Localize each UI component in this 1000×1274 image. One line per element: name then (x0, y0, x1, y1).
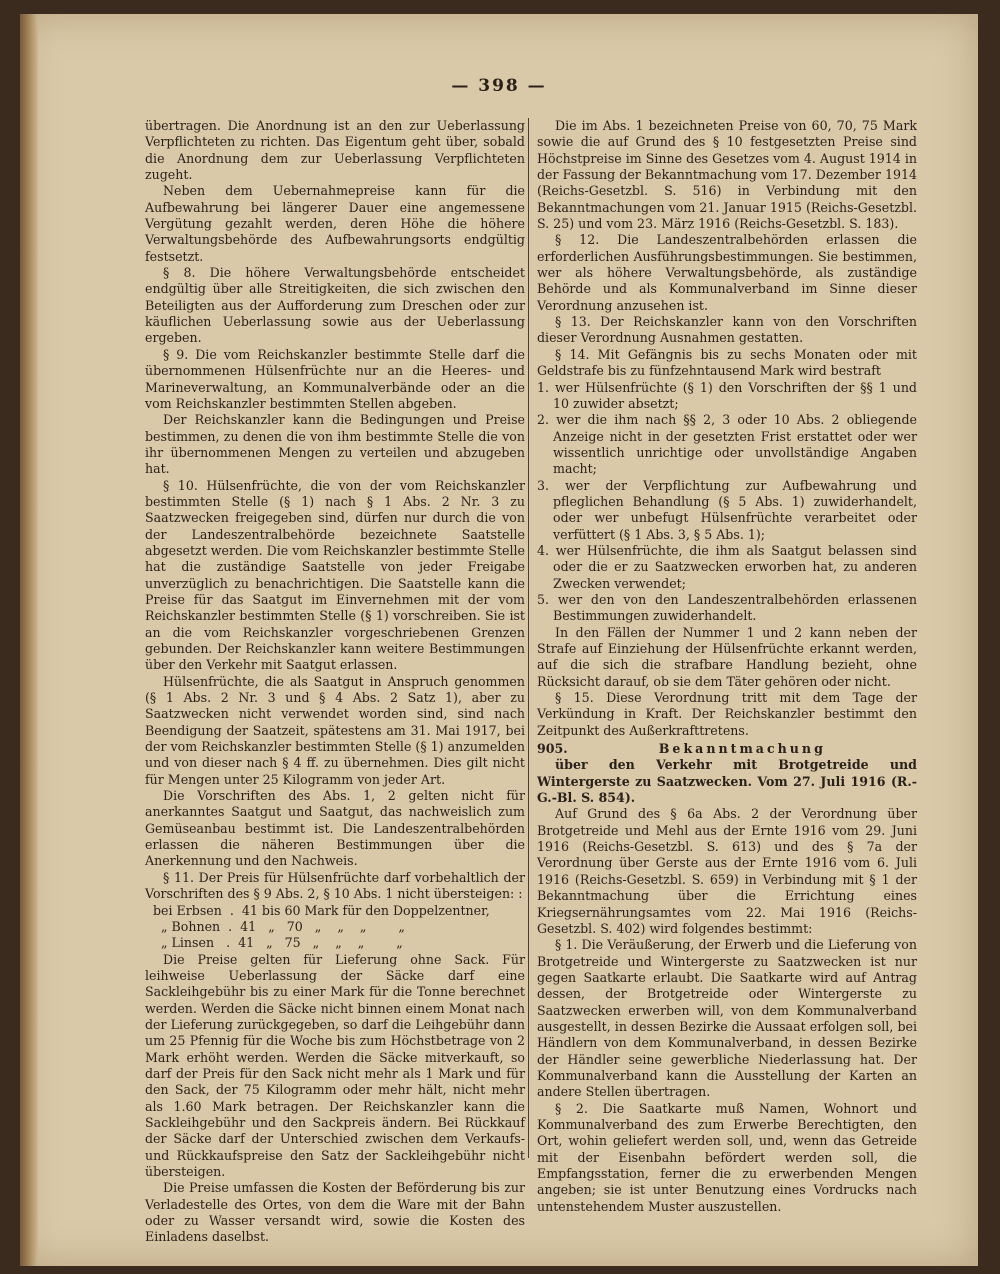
paragraph: Die Preise gelten für Lieferung ohne Sack. Für leihweise Ueberlassung der Säcke darf eine Sackleihgebühr bis zu einer Mark für die Tonne berechnet werden. Werden die Säcke nicht binnen einem Monat nach der Lieferung zurückgegeben, so darf die Leihgebühr dann um 25 Pfennig für die Woche bis zum Höchstbetrage von 2 Mark erhöht werden. Werden die Säcke mitverkauft, so darf der Preis für den Sack nicht mehr als 1 Mark und für den Sack, der 75 Kilogramm oder mehr hält, nicht mehr als 1.60 Mark betragen. Der Reichskanzler kann die Sackleihgebühr und den Sackpreis ändern. Bei Rückkauf der Säcke darf der Unterschied zwischen dem Verkaufs- und Rückkaufspreise den Satz der Sackleihgebühr nicht übersteigen. (145, 951, 525, 1179)
paragraph: Die Vorschriften des Abs. 1, 2 gelten nicht für anerkanntes Saatgut und Saatgut, das nachweislich zum Gemüseanbau bestimmt ist. Die Landeszentralbehörden erlassen die näheren Bestimmungen über die Anerkennung und den Nachweis. (145, 788, 525, 869)
penalty-item: 5. wer den von den Landeszentralbehörden erlassenen Bestimmungen zuwiderhandelt. (537, 591, 917, 624)
paragraph: Neben dem Uebernahmepreise kann für die Aufbewahrung bei längerer Dauer eine angemessene Vergütung gezahlt werden, deren Höhe die höhere Verwaltungsbehörde des Aufbewahrungsorts endgültig festsetzt. (145, 183, 525, 264)
penalty-item: 4. wer Hülsenfrüchte, die ihm als Saatgut belassen sind oder die er zu Saatzwecken erworben hat, zu anderen Zwecken verwendet; (537, 542, 917, 591)
notice-title: Bekanntmachung (658, 741, 826, 757)
paragraph: Der Reichskanzler kann die Bedingungen und Preise bestimmen, zu denen die von ihm bestimmte Stelle die von ihr übernommenen Mengen zu verteilen und abzugeben hat. (145, 412, 525, 477)
penalty-item: 1. wer Hülsenfrüchte (§ 1) den Vorschriften der §§ 1 und 10 zuwider absetzt; (537, 379, 917, 411)
paragraph: § 13. Der Reichskanzler kann von den Vorschriften dieser Verordnung Ausnahmen gestatten. (537, 314, 917, 346)
penalty-item: 2. wer die ihm nach §§ 2, 3 oder 10 Abs. 2 obliegende Anzeige nicht in der gesetzten Frist erstattet oder wer wissentlich unrichtige oder unvollständige Angaben macht; (537, 412, 917, 477)
paragraph: In den Fällen der Nummer 1 und 2 kann neben der Strafe auf Einziehung der Hülsenfrüchte erkannt werden, auf die sich die strafbare Handlung bezieht, ohne Rücksicht darauf, ob sie dem Täter gehören oder nicht. (537, 624, 917, 689)
left-column (145, 118, 525, 1246)
page-spine (20, 14, 38, 1266)
document-page (20, 14, 978, 1266)
paragraph: § 2. Die Saatkarte muß Namen, Wohnort und Kommunalverband des zum Erwerbe Berechtigten, den Ort, wohin geliefert werden soll, und, wenn das Getreide mit der Eisenbahn befördert werden soll, die Empfangsstation, ferner die zu erwerbenden Mengen angeben; sie ist unter Benutzung eines Vordrucks nach untenstehendem Muster auszustellen. (537, 1100, 917, 1214)
paragraph: § 9. Die vom Reichskanzler bestimmte Stelle darf die übernommenen Hülsenfrüchte nur an die Heeres- und Marineverwaltung, an Kommunalverbände oder an die vom Reichskanzler bestimmten Stellen abgeben. (145, 346, 525, 411)
paragraph: übertragen. Die Anordnung ist an den zur Ueberlassung Verpflichteten zu richten. Das Eigentum geht über, sobald die Anordnung dem zur Ueberlassung Verpflichteten zugeht. (145, 118, 525, 183)
paragraph: § 15. Diese Verordnung tritt mit dem Tage der Verkündung in Kraft. Der Reichskanzler bestimmt den Zeitpunkt des Außerkrafttretens. (537, 690, 917, 738)
paragraph: Hülsenfrüchte, die als Saatgut in Anspruch genommen (§ 1 Abs. 2 Nr. 3 und § 4 Abs. 2 Satz 1), aber zu Saatzwecken nicht verwendet worden sind, sind nach Beendigung der Saatzeit, spätestens am 31. Mai 1917, bei der vom Reichskanzler bestimmten Stelle (§ 1) anzumelden und von dieser nach § 4 ff. zu übernehmen. Dies gilt nicht für Mengen unter 25 Kilogramm von jeder Art. (145, 673, 525, 787)
paragraph: Die im Abs. 1 bezeichneten Preise von 60, 70, 75 Mark sowie die auf Grund des § 10 festgesetzten Preise sind Höchstpreise im Sinne des Gesetzes vom 4. August 1914 in der Fassung der Bekanntmachung vom 17. Dezember 1914 (Reichs-Gesetzbl. S. 516) in Verbindung mit den Bekanntmachungen vom 21. Januar 1915 (Reichs-Gesetzbl. S. 25) und vom 23. März 1916 (Reichs-Gesetzbl. S. 183). (537, 118, 917, 232)
notice-heading (537, 741, 917, 757)
notice-number: 905. (537, 741, 568, 757)
paragraph: § 12. Die Landeszentralbehörden erlassen die erforderlichen Ausführungsbestimmungen. Sie bestimmen, wer als höhere Verwaltungsbehörde, als zuständige Behörde und als Kommunalverband im Sinne dieser Verordnung anzusehen ist. (537, 232, 917, 313)
paragraph: § 8. Die höhere Verwaltungsbehörde entscheidet endgültig über alle Streitigkeiten, die sich zwischen den Beteiligten aus der Aufforderung zum Dreschen oder zur käuflichen Ueberlassung sowie aus der Ueberlassung ergeben. (145, 265, 525, 346)
paragraph: § 11. Der Preis für Hülsenfrüchte darf vorbehaltlich der Vorschriften des § 9 Abs. 2, § 10 Abs. 1 nicht übersteigen: : (145, 869, 525, 902)
paragraph: § 14. Mit Gefängnis bis zu sechs Monaten oder mit Geldstrafe bis zu fünfzehntausend Mark wird bestraft (537, 346, 917, 379)
price-row: bei Erbsen . 41 bis 60 Mark für den Doppelzentner, (153, 902, 490, 918)
price-table (145, 903, 525, 952)
notice-subtitle: über den Verkehr mit Brotgetreide und Wintergerste zu Saatzwecken. Vom 27. Juli 1916 (R.-G.-Bl. S. 854). (537, 757, 917, 806)
paragraph: § 1. Die Veräußerung, der Erwerb und die Lieferung von Brotgetreide und Wintergerste zu Saatzwecken ist nur gegen Saatkarte erlaubt. Die Saatkarte wird auf Antrag dessen, der Brotgetreide oder Wintergerste zu Saatzwecken erwerben will, von dem Kommunalverband ausgestellt, in dessen Bezirke die Aussaat erfolgen soll, bei Händlern von dem Kommunalverband, in dessen Bezirke der Händler seine gewerbliche Niederlassung hat. Der Kommunalverband kann die Ausstellung der Karten an andere Stellen übertragen. (537, 937, 917, 1100)
price-row: „ Linsen . 41 „ 75 „ „ „ „ (153, 935, 403, 951)
price-row: „ Bohnen . 41 „ 70 „ „ „ „ (153, 918, 405, 934)
paragraph: § 10. Hülsenfrüchte, die von der vom Reichskanzler bestimmten Stelle (§ 1) nach § 1 Abs. 2 Nr. 3 zu Saatzwecken freigegeben sind, dürfen nur durch die von der Landeszentralbehörde bezeichnete Saatstelle abgesetzt werden. Die vom Reichskanzler bestimmte Stelle hat die zuständige Saatstelle von jeder Freigabe unverzüglich zu benachrichtigen. Die Saatstelle kann die Preise für das Saatgut im Einvernehmen mit der vom Reichskanzler bestimmten Stelle (§ 1) vorschreiben. Sie ist an die vom Reichskanzler vorgeschriebenen Grenzen gebunden. Der Reichskanzler kann weitere Bestimmungen über den Verkehr mit Saatgut erlassen. (145, 477, 525, 673)
paragraph: Die Preise umfassen die Kosten der Beförderung bis zur Verladestelle des Ortes, von dem die Ware mit der Bahn oder zu Wasser versandt wird, sowie die Kosten des Einladens daselbst. (145, 1180, 525, 1245)
page-number: — 398 — (451, 76, 547, 96)
paragraph: Auf Grund des § 6a Abs. 2 der Verordnung über Brotgetreide und Mehl aus der Ernte 1916 vom 29. Juni 1916 (Reichs-Gesetzbl. S. 613) und des § 7a der Verordnung über Gerste aus der Ernte 1916 vom 6. Juli 1916 (Reichs-Gesetzbl. S. 659) in Verbindung mit § 1 der Bekanntmachung über die Errichtung eines Kriegsernährungsamtes vom 22. Mai 1916 (Reichs-Gesetzbl. S. 402) wird folgendes bestimmt: (537, 806, 917, 936)
column-divider (528, 118, 529, 1158)
right-column (537, 118, 917, 1215)
penalty-item: 3. wer der Verpflichtung zur Aufbewahrung und pfleglichen Behandlung (§ 5 Abs. 1) zuwiderhandelt, oder wer unbefugt Hülsenfrüchte verarbeitet oder verfüttert (§ 1 Abs. 3, § 5 Abs. 1); (537, 477, 917, 542)
